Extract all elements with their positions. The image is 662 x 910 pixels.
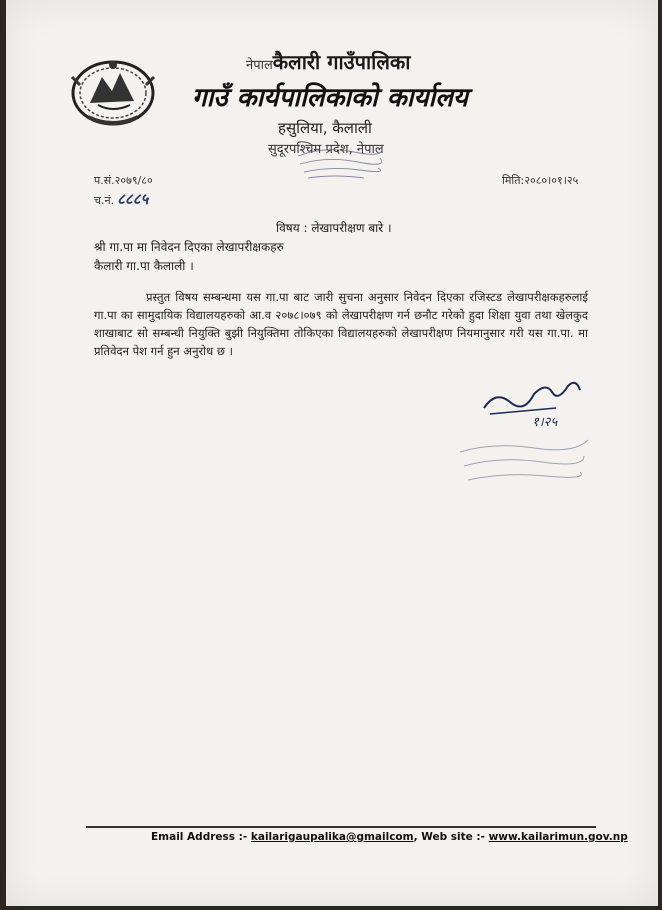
official-seal-icon (454, 432, 594, 492)
country-prefix: नेपाल (246, 58, 273, 73)
signature-date: १।२५ (532, 415, 558, 430)
addressee-line-2: कैलारी गा.पा कैलाली । (94, 259, 194, 273)
footer-divider (86, 826, 596, 828)
letter-page (6, 0, 658, 906)
letter-date: मिति:२०८०।०१।२५ (502, 174, 579, 187)
dispatch-value: ८८८५ (117, 190, 149, 208)
website-link[interactable]: www.kailarimun.gov.np (488, 831, 628, 843)
dispatch-number (94, 189, 148, 209)
letter-body: प्रस्तुत विषय सम्बन्धमा यस गा.पा बाट जारी सुचना अनुसार निवेदन दिएका रजिस्टड लेखापरीक्षकहरुलाई गा.पा का सामुदायिक विद्यालयहरुको आ.व २०७८।०७९ को लेखापरीक्षण गर्न छनौट गरेको हुदा शिक्षा युवा तथा खेलकुद शाखाबाट सो सम्बन्धी नियुक्ति बुझी नियुक्तिमा तोकिएका विद्यालयहरुको लेखापरीक्षण नियमानुसार गरी यस गा.पा. मा प्रतिवेदन पेश गर्न हुन अनुरोध छ । (94, 290, 588, 358)
footer-contact (151, 831, 628, 843)
dispatch-label: च.नं. (94, 194, 115, 207)
office-location: हसुलिया, कैलाली (278, 119, 372, 137)
office-title: गाउँ कार्यपालिकाको कार्यालय (192, 83, 468, 113)
office-stamp-icon (294, 138, 384, 182)
email-link[interactable]: kailarigaupalika@gmailcom (250, 831, 414, 843)
office-province: सुदूरपश्चिम प्रदेश, नेपाल (268, 142, 384, 157)
email-label: Email Address :- (151, 831, 251, 843)
addressee-line-1: श्री गा.पा मा निवेदन दिएका लेखापरीक्षकहरु (94, 240, 284, 254)
footer-separator: , (413, 831, 422, 843)
subject-line: विषय : लेखापरीक्षण बारे । (276, 221, 392, 235)
municipality-title: कैलारी गाउँपालिका (272, 50, 411, 74)
signature-icon (476, 368, 596, 430)
municipality-name (246, 48, 410, 75)
reference-number: प.सं.२०७९/८० (94, 174, 153, 187)
website-label: Web site :- (421, 831, 489, 843)
nepal-emblem-icon (68, 55, 158, 129)
